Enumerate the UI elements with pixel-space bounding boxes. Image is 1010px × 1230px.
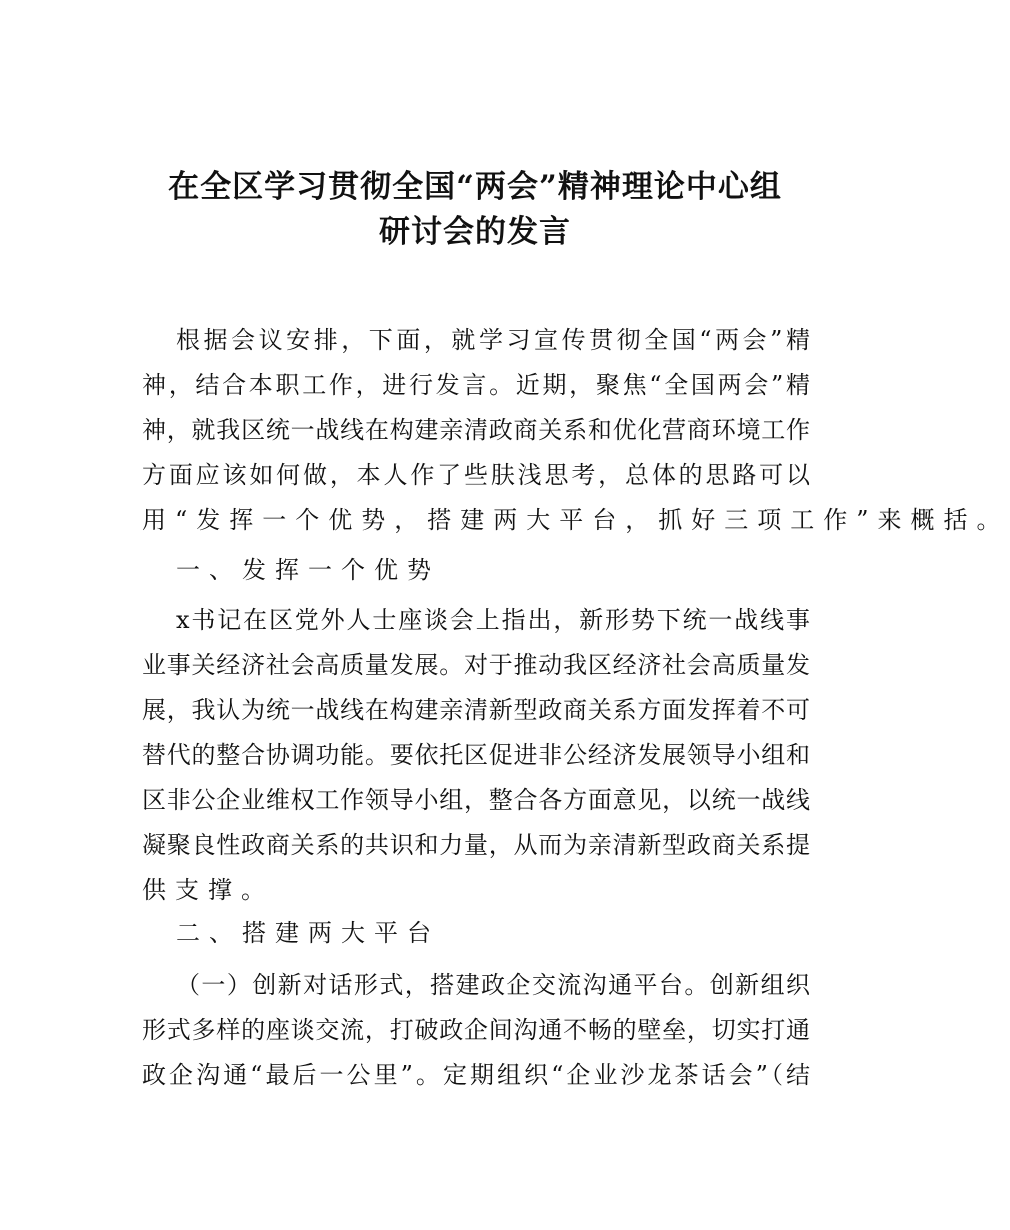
text-line: 神，就我区统一战线在构建亲清政商关系和优化营商环境工作 <box>142 416 810 444</box>
text-line: 业事关经济社会高质量发展。对于推动我区经济社会高质量发 <box>142 651 810 679</box>
text-line: 方面应该如何做，本人作了些肤浅思考，总体的思路可以 <box>142 461 810 489</box>
heading-section-1 <box>142 548 810 593</box>
text-line: 根据会议安排，下面，就学习宣传贯彻全国“两会”精 <box>176 326 810 354</box>
paragraph-intro <box>142 318 1010 543</box>
text-line: （一）创新对话形式，搭建政企交流沟通平台。创新组织 <box>176 971 810 999</box>
text-line: 区非公企业维权工作领导小组，整合各方面意见，以统一战线 <box>142 786 810 814</box>
text-line: 替代的整合协调功能。要依托区促进非公经济发展领导小组和 <box>142 741 810 769</box>
document-title-line-1: 在全区学习贯彻全国“两会”精神理论中心组 <box>168 169 782 205</box>
text-line: 一、发挥一个优势 <box>176 556 440 584</box>
text-line: 神，结合本职工作，进行发言。近期，聚焦“全国两会”精 <box>142 371 810 399</box>
text-line: 二、搭建两大平台 <box>176 919 440 947</box>
text-line: x书记在区党外人士座谈会上指出，新形势下统一战线事 <box>176 606 810 634</box>
text-line: 凝聚良性政商关系的共识和力量，从而为亲清新型政商关系提 <box>142 831 810 859</box>
paragraph-section-2-1 <box>142 963 810 1098</box>
text-line: 用“发挥一个优势，搭建两大平台，抓好三项工作”来概括。 <box>142 506 1010 534</box>
text-line: 供支撑。 <box>142 876 274 904</box>
document-title-line-2: 研讨会的发言 <box>379 214 571 250</box>
text-line: 政企沟通“最后一公里”。定期组织“企业沙龙茶话会”（结 <box>142 1061 810 1089</box>
heading-section-2 <box>142 911 810 956</box>
text-line: 形式多样的座谈交流，打破政企间沟通不畅的壁垒，切实打通 <box>142 1016 810 1044</box>
text-line: 展，我认为统一战线在构建亲清新型政商关系方面发挥着不可 <box>142 696 810 724</box>
paragraph-section-1 <box>142 598 810 913</box>
